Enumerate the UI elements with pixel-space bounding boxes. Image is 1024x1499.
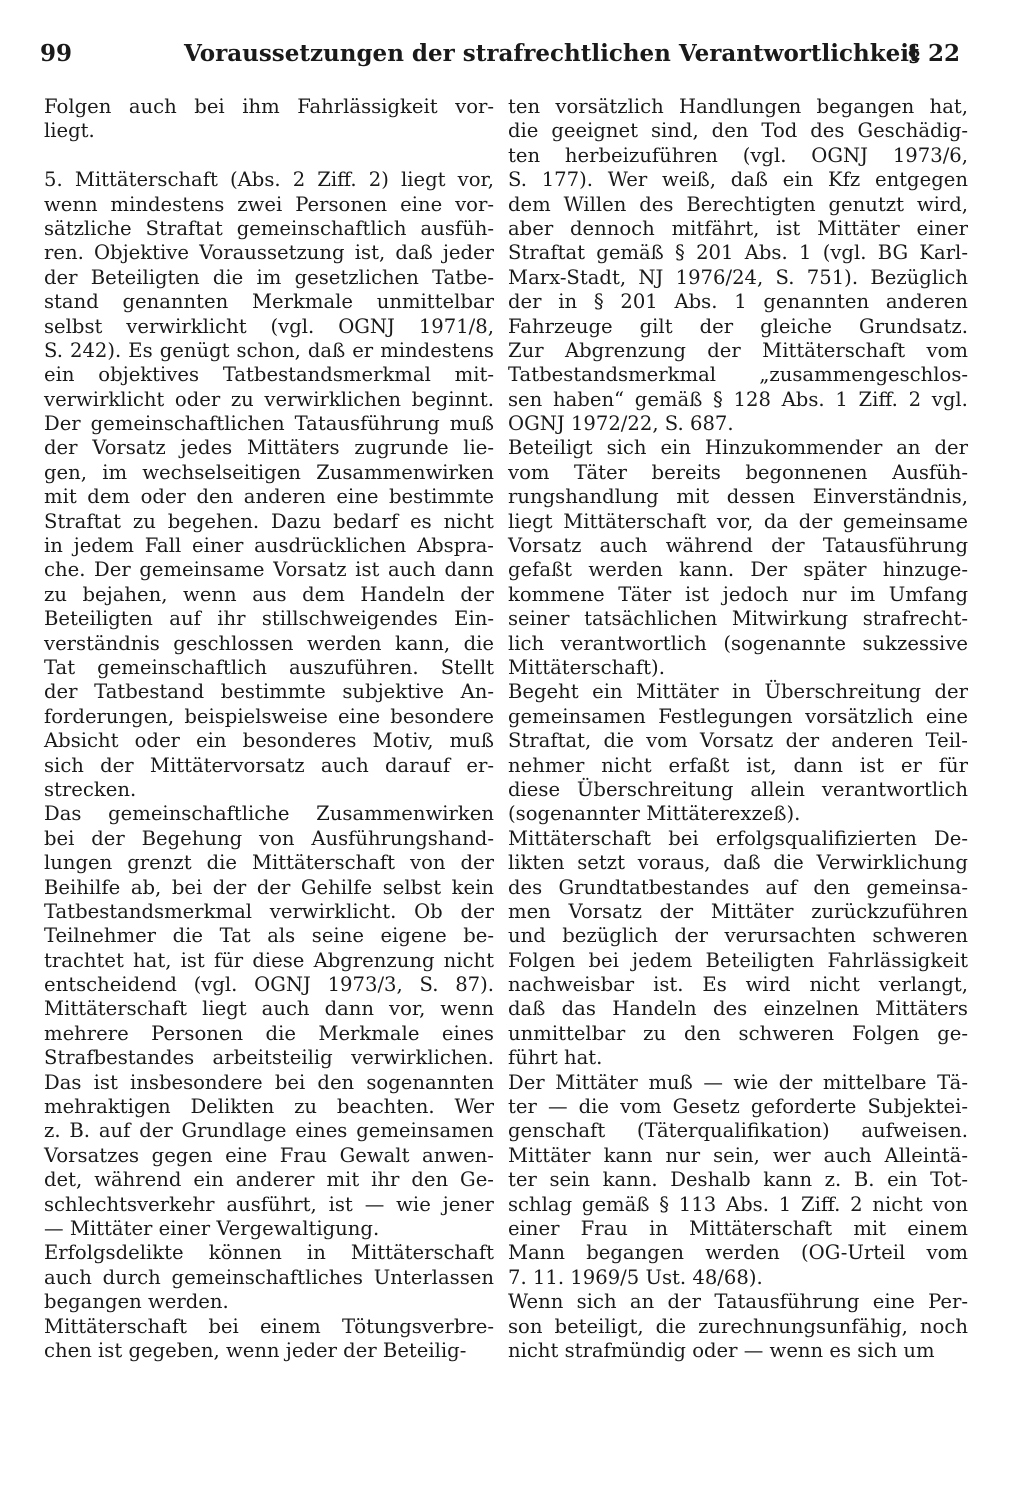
text-line: bei der Begehung von Ausführungshand- [44,826,494,850]
text-line: S. 242). Es genügt schon, daß er mindestens [44,338,494,362]
text-line: Das ist insbesondere bei den sogenannten [44,1070,494,1094]
text-line: Folgen bei jedem Beteiligten Fahrlässigkeit [508,948,968,972]
text-line: Folgen auch bei ihm Fahrlässigkeit vor- [44,95,494,118]
text-line: liegt. [44,119,95,143]
text-line: Straftat zu begehen. Dazu bedarf es nicht [44,509,494,533]
text-line: Wenn sich an der Tatausführung eine Per- [508,1290,968,1314]
text-line: wenn mindestens zwei Personen eine vor- [44,192,494,216]
text-line: trachtet hat, ist für diese Abgrenzung nicht [44,948,494,972]
text-line: rungshandlung mit dessen Einverständnis, [508,485,968,509]
text-line: Mittäter kann nur sein, wer auch Alleintä- [508,1143,968,1167]
text-line: 5. Mittäterschaft (Abs. 2 Ziff. 2) liegt vor, [44,168,494,192]
paragraph-gap [44,144,494,168]
running-title: Voraussetzungen der strafrechtlichen Verantwortlichkeit [184,40,920,67]
text-line: sen haben“ gemäß § 128 Abs. 1 Ziff. 2 vgl. [508,387,968,411]
text-line: zu bejahen, wenn aus dem Handeln der [44,582,494,606]
text-line: men Vorsatz der Mittäter zurückzuführen [508,899,968,923]
text-line: ein objektives Tatbestandsmerkmal mit- [44,363,494,387]
text-line: begangen werden. [44,1290,229,1314]
text-line: det, während ein anderer mit ihr den Ge- [44,1168,494,1192]
text-line: verwirklicht oder zu verwirklichen beginnt. [44,387,494,411]
text-line: des Grundtatbestandes auf den gemeinsa- [508,875,968,899]
text-line: nicht strafmündig oder — wenn es sich um [508,1338,935,1362]
text-line: Teilnehmer die Tat als seine eigene be- [44,924,494,948]
text-line: schlag gemäß § 113 Abs. 1 Ziff. 2 nicht von [508,1192,968,1216]
text-line: der Vorsatz jedes Mittäters zugrunde lie- [44,436,494,460]
text-line: Mittäterschaft). [508,655,665,679]
text-line: Vorsatzes gegen eine Frau Gewalt anwen- [44,1143,494,1167]
text-line: nehmer nicht erfaßt ist, dann ist er für [508,753,968,777]
page-header [40,40,960,84]
page-number: 99 [40,40,73,67]
text-line: lungen grenzt die Mittäterschaft von der [44,851,494,875]
text-line: vom Täter bereits begonnenen Ausfüh- [508,460,968,484]
text-line: Vorsatz auch während der Tatausführung [508,534,968,558]
text-line: sätzliche Straftat gemeinschaftlich ausfüh- [44,216,494,240]
text-line: stand genannten Merkmale unmittelbar [44,290,494,314]
text-line: (sogenannter Mittäterexzeß). [508,802,801,826]
text-line: likten setzt voraus, daß die Verwirklichung [508,851,968,875]
text-line: und bezüglich der verursachten schweren [508,924,968,948]
text-line: Tat gemeinschaftlich auszuführen. Stellt [44,655,494,679]
text-line: ter — die vom Gesetz geforderte Subjektei- [508,1095,968,1119]
text-line: ren. Objektive Voraussetzung ist, daß jeder [44,241,494,265]
text-line: Mittäterschaft liegt auch dann vor, wenn [44,997,494,1021]
text-line: Straftat gemäß § 201 Abs. 1 (vgl. BG Karl- [508,241,968,265]
text-line: 7. 11. 1969/5 Ust. 48/68). [508,1265,763,1289]
text-line: ter sein kann. Deshalb kann z. B. ein Tot- [508,1168,968,1192]
text-line: lich verantwortlich (sogenannte sukzessive [508,631,968,655]
text-line: son beteiligt, die zurechnungsunfähig, noch [508,1314,968,1338]
text-line: S. 177). Wer weiß, daß ein Kfz entgegen [508,168,968,192]
text-line: die geeignet sind, den Tod des Geschädig- [508,119,968,143]
text-line: Mittäterschaft bei erfolgsqualifizierten De- [508,826,968,850]
text-line: Strafbestandes arbeitsteilig verwirklichen. [44,1046,494,1070]
text-line: mehraktigen Delikten zu beachten. Wer [44,1095,494,1119]
text-line: Das gemeinschaftliche Zusammenwirken [44,802,494,826]
text-line: forderungen, beispielsweise eine besondere [44,704,494,728]
text-line: Beteiligten auf ihr stillschweigendes Ein- [44,607,494,631]
text-line: Der Mittäter muß — wie der mittelbare Tä- [508,1070,968,1094]
text-line: mehrere Personen die Merkmale eines [44,1021,494,1045]
text-line: OGNJ 1972/22, S. 687. [508,412,734,436]
text-line: entscheidend (vgl. OGNJ 1973/3, S. 87). [44,973,494,997]
right-column [508,95,968,1363]
text-line: sich der Mittätervorsatz auch darauf er- [44,753,494,777]
text-line: mit dem oder den anderen eine bestimmte [44,485,494,509]
text-line: nachweisbar ist. Es wird nicht verlangt, [508,973,968,997]
text-line: Mann begangen werden (OG-Urteil vom [508,1241,968,1265]
text-line: gen, im wechselseitigen Zusammenwirken [44,460,494,484]
text-line: führt hat. [508,1046,603,1070]
text-line: daß das Handeln des einzelnen Mittäters [508,997,968,1021]
section-marker: § 22 [907,40,960,67]
text-line: liegt Mittäterschaft vor, da der gemeinsame [508,509,968,533]
text-line: Mittäterschaft bei einem Tötungsverbre- [44,1314,494,1338]
text-line: Tatbestandsmerkmal „zusammengeschlos- [508,363,968,387]
text-line: gefaßt werden kann. Der später hinzuge- [508,558,968,582]
text-line: einer Frau in Mittäterschaft mit einem [508,1216,968,1240]
text-line: dem Willen des Berechtigten genutzt wird, [508,192,968,216]
text-line: gemeinsamen Festlegungen vorsätzlich eine [508,704,968,728]
text-line: strecken. [44,777,137,801]
text-line: genschaft (Täterqualifikation) aufweisen. [508,1119,968,1143]
text-line: der Tatbestand bestimmte subjektive An- [44,680,494,704]
text-line: Begeht ein Mittäter in Überschreitung der [508,680,968,704]
text-line: verständnis geschlossen werden kann, die [44,631,494,655]
left-column [44,95,494,1363]
text-line: Zur Abgrenzung der Mittäterschaft vom [508,338,968,362]
text-line: Der gemeinschaftlichen Tatausführung muß [44,412,494,436]
text-line: kommene Täter ist jedoch nur im Umfang [508,582,968,606]
text-line: auch durch gemeinschaftliches Unterlassen [44,1265,494,1289]
text-line: diese Überschreitung allein verantwortlich [508,777,968,801]
text-line: in jedem Fall einer ausdrücklichen Abspra- [44,534,494,558]
text-line: der Beteiligten die im gesetzlichen Tatbe- [44,265,494,289]
text-line: Absicht oder ein besonderes Motiv, muß [44,729,494,753]
text-line: Fahrzeuge gilt der gleiche Grundsatz. [508,314,968,338]
text-line: che. Der gemeinsame Vorsatz ist auch dann [44,558,494,582]
text-line: unmittelbar zu den schweren Folgen ge- [508,1021,968,1045]
text-line: schlechtsverkehr ausführt, ist — wie jener [44,1192,494,1216]
text-line: ten herbeizuführen (vgl. OGNJ 1973/6, [508,143,968,167]
text-line: Marx-Stadt, NJ 1976/24, S. 751). Bezüglich [508,265,968,289]
text-line: Beihilfe ab, bei der der Gehilfe selbst kein [44,875,494,899]
text-line: Tatbestandsmerkmal verwirklicht. Ob der [44,899,494,923]
text-line: der in § 201 Abs. 1 genannten anderen [508,290,968,314]
text-line: z. B. auf der Grundlage eines gemeinsamen [44,1119,494,1143]
text-line: ten vorsätzlich Handlungen begangen hat, [508,95,968,118]
text-line: seiner tatsächlichen Mitwirkung strafrecht- [508,607,968,631]
text-line: aber dennoch mitfährt, ist Mittäter einer [508,216,968,240]
text-line: selbst verwirklicht (vgl. OGNJ 1971/8, [44,314,494,338]
text-line: — Mittäter einer Vergewaltigung. [44,1216,380,1240]
text-line: Erfolgsdelikte können in Mittäterschaft [44,1241,494,1265]
text-line: chen ist gegeben, wenn jeder der Beteilig- [44,1338,467,1362]
text-line: Straftat, die vom Vorsatz der anderen Teil- [508,729,968,753]
text-line: Beteiligt sich ein Hinzukommender an der [508,436,968,460]
